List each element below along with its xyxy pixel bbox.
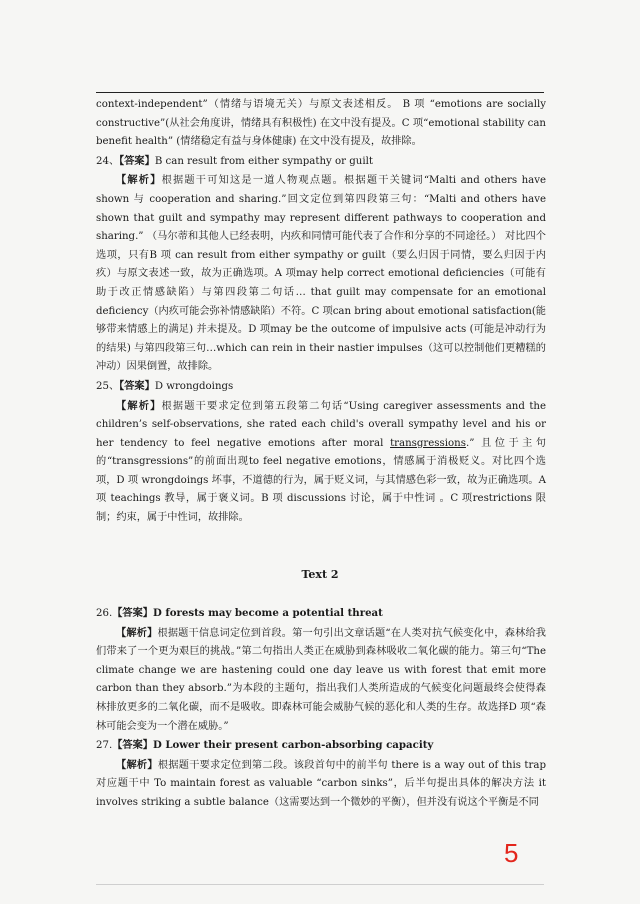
q24-analysis	[96, 171, 546, 377]
q27-answer-tag: 【答案】	[112, 739, 153, 752]
section-title: Text 2	[301, 568, 339, 581]
q24-analysis-text: 根据题干可知这是一道人物观点题。根据题干关键词“Malti and others have shown 与 cooperation and sharing.”回文定位到第四段第三句：“Malti and others have shown that guilt and sympathy may represent different pathways to cooperation and sharing.” （马尔蒂和其他人已经表明，内疚和同情可能代表了合作和分享的不同途径。） 对比四个选项，只有B 项 can result from either sympathy or guilt（要么归因于同情，要么归因于内疚）与原文表述一致，故为正确选项。A 项may help correct emotional deficiencies（可能有助于改正情感缺陷）与第四段第二句话… that guilt may compensate for an emotional deficiency（内疚可能会弥补情感缺陷）不符。C 项can bring about emotional satisfaction(能够带来情感上的满足) 并未提及。D 项may be the outcome of impulsive acts (可能是冲动行为的结果) 与第四段第三句…which can rein in their nastier impulses（这可以控制他们更糟糕的冲动）因果倒置，故排除。	[96, 175, 547, 373]
q27-analysis	[96, 756, 546, 813]
q25-analysis-text-a: 根据题干要求定位到第五段第二句话“Using caregiver assessments and the children’s self-observations, she rated each child's overall sympathy level and his or her tendency to feel negative emotions after moral	[96, 400, 546, 449]
q24-answer: B can result from either sympathy or guilt	[154, 155, 373, 167]
q27-number: 27.	[96, 740, 113, 752]
q25-underlined-word: transgressions	[390, 437, 466, 449]
q25-analysis-text-b: .” 且位于主句的“transgressions”的前面出现to feel negative emotions，情感属于消极贬义。对比四个选项，D 项 wrongdoings 坏事，不道德的行为，属于贬义词，与其情感色彩一致，故为正确选项。A 项 teachings 教导，属于褒义词。B 项 discussions 讨论，属于中性词 。C 项restrictions 限制；约束，属于中性词，故排除。	[96, 437, 546, 524]
q26-answer-tag: 【答案】	[112, 607, 153, 619]
header-rule	[96, 92, 544, 93]
footer-rule	[96, 884, 544, 885]
q24-analysis-tag: 【解析】	[116, 174, 162, 187]
q26-analysis-tag: 【解析】	[116, 626, 158, 639]
q26-answer: D forests may become a potential threat	[152, 607, 383, 619]
q24-answer-line	[96, 152, 546, 172]
q26-analysis-text: 根据题干信息词定位到首段。第一句引出文章话题“在人类对抗气候变化中，森林给我们带来了一个更为艰巨的挑战。”第二句指出人类正在威胁到森林吸收二氧化碳的能力。第三句“The climate change we are hastening could one day leave us with forest that emit more carbon than they absorb.”为本段的主题句，指出我们人类所造成的气候变化问题最终会使得森林排放更多的二氧化碳，而不是吸收。即森林可能会威胁气候的恶化和人类的生存。故选择D 项“森林可能会变为一个潜在威胁。”	[96, 627, 546, 732]
text1-section	[96, 96, 546, 528]
q26-answer-line	[96, 604, 546, 624]
q26-analysis	[96, 624, 546, 737]
q25-answer: D wrongdoings	[154, 380, 234, 392]
continued-paragraph: context-independent”（情绪与语境无关）与原文表述相反。 B 项 “emotions are socially constructive”(从社会角度讲，情绪具有积极性) 在文中没有提及。C 项“emotional stability can benefit health” (情绪稳定有益与身体健康) 在文中没有提及，故排除。	[96, 99, 546, 148]
q24-number: 24、	[96, 155, 120, 167]
q27-answer: D Lower their present carbon-absorbing capacity	[152, 739, 434, 752]
q27-analysis-tag: 【解析】	[116, 758, 158, 771]
text2-section	[96, 604, 546, 813]
q25-analysis-tag: 【解析】	[116, 399, 162, 412]
q24-answer-tag: 【答案】	[119, 154, 155, 167]
q25-answer-line	[96, 377, 546, 397]
q26-number: 26.	[96, 608, 113, 619]
q27-analysis-text: 根据题干要求定位到第二段。该段首句中的前半句 there is a way out of this trap 对应题干中 To maintain forest as valuable “carbon sinks”，后半句提出具体的解决方法 it involves striking a subtle balance（这需要达到一个微妙的平衡），但并没有说这个平衡是不同	[96, 759, 546, 808]
q27-answer-line	[96, 736, 546, 756]
q25-number: 25、	[96, 380, 120, 392]
q25-answer-tag: 【答案】	[119, 379, 155, 392]
page-number: 5	[504, 838, 519, 868]
q25-analysis	[96, 397, 546, 528]
